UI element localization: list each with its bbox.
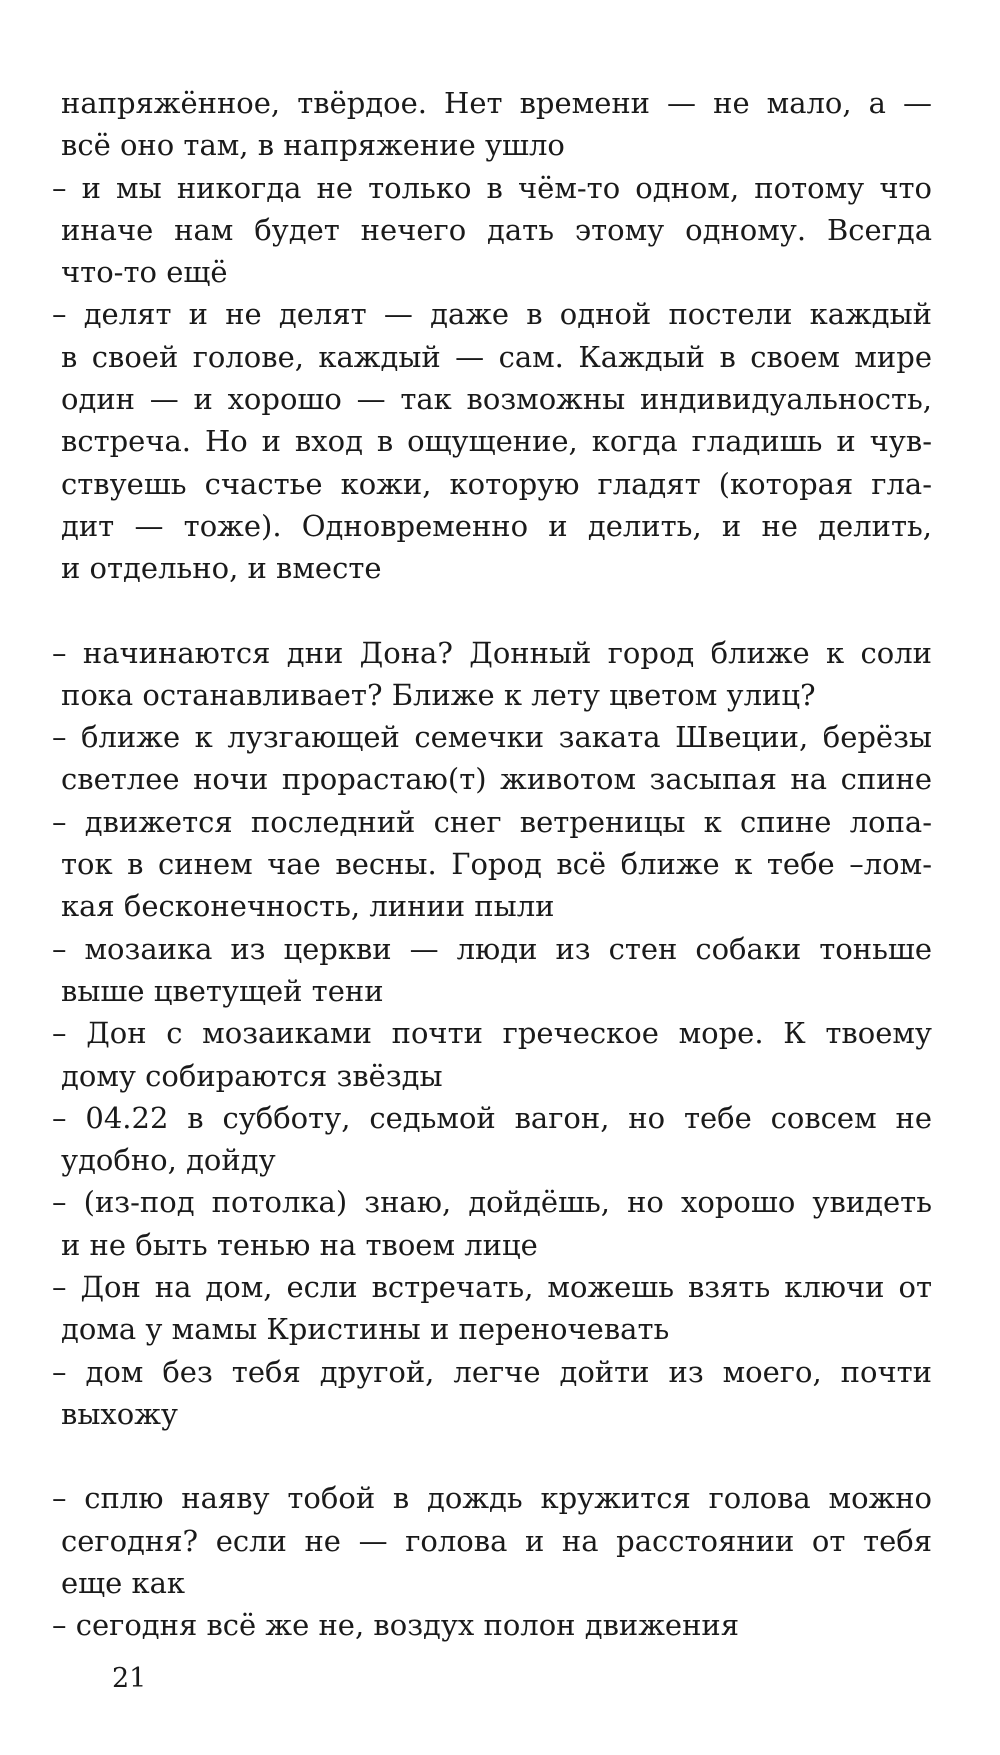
text-line: – делят и не делят — даже в одной постели каждый [52,297,932,332]
text-line: – сегодня всё же не, воздух полон движения [52,1608,740,1643]
paragraph-gap [52,590,932,632]
paragraph-3 [52,1477,932,1646]
text-line: и не быть тенью на твоем лице [61,1227,538,1262]
text-line: ствуешь счастье кожи, которую гладят (которая гла- [61,466,932,501]
page-body [52,82,932,1646]
text-line: один — и хорошо — так возможны индивидуальность, [61,382,932,417]
text-line: – движется последний снег ветреницы к спине лопа- [52,804,932,839]
paragraph-gap [52,1435,932,1477]
text-line: выше цветущей тени [61,973,384,1008]
text-line: – 04.22 в субботу, седьмой вагон, но тебе совсем не [52,1100,932,1135]
text-line: встреча. Но и вход в ощущение, когда гладишь и чув- [61,424,932,459]
text-line: дит — тоже). Одновременно и делить, и не делить, [61,508,932,543]
text-line: дому собираются звёзды [61,1058,443,1093]
text-line: что-то ещё [61,255,228,290]
text-line: – Дон на дом, если встречать, можешь взять ключи от [52,1270,932,1305]
paragraph-1 [52,82,932,590]
text-line: – Дон с мозаиками почти греческое море. К твоему [52,1016,932,1051]
paragraph-2 [52,632,932,1436]
text-line: иначе нам будет нечего дать этому одному. Всегда [61,212,932,247]
text-line: сегодня? если не — голова и на расстоянии от тебя [61,1523,932,1558]
text-line: всё оно там, в напряжение ушло [61,128,565,163]
text-line: дома у мамы Кристины и переночевать [61,1312,670,1347]
text-line: – сплю наяву тобой в дождь кружится голова можно [52,1481,932,1516]
text-line: – мозаика из церкви — люди из стен собаки тоньше [52,931,932,966]
text-line: удобно, дойду [61,1143,276,1178]
page-number: 21 [112,1663,147,1694]
text-line: светлее ночи прорастаю(т) животом засыпая на спине [61,762,932,797]
text-line: – дом без тебя другой, легче дойти из моего, почти [52,1354,932,1389]
text-line: – ближе к лузгающей семечки заката Швеции, берёзы [52,720,932,755]
text-line: кая бесконечность, линии пыли [61,889,555,924]
text-line: – начинаются дни Дона? Донный город ближе к соли [52,635,932,670]
text-line: еще как [61,1565,186,1600]
text-line: в своей голове, каждый — сам. Каждый в своем мире [61,339,932,374]
text-line: ток в синем чае весны. Город всё ближе к тебе –лом- [61,847,932,882]
text-line: пока останавливает? Ближе к лету цветом улиц? [61,677,816,712]
text-line: – (из-под потолка) знаю, дойдёшь, но хорошо увидеть [52,1185,932,1220]
text-line: – и мы никогда не только в чём-то одном, потому что [52,170,932,205]
text-line: напряжённое, твёрдое. Нет времени — не мало, а — [61,86,932,120]
text-line: и отдельно, и вместе [61,551,382,586]
text-line: выхожу [61,1396,178,1431]
